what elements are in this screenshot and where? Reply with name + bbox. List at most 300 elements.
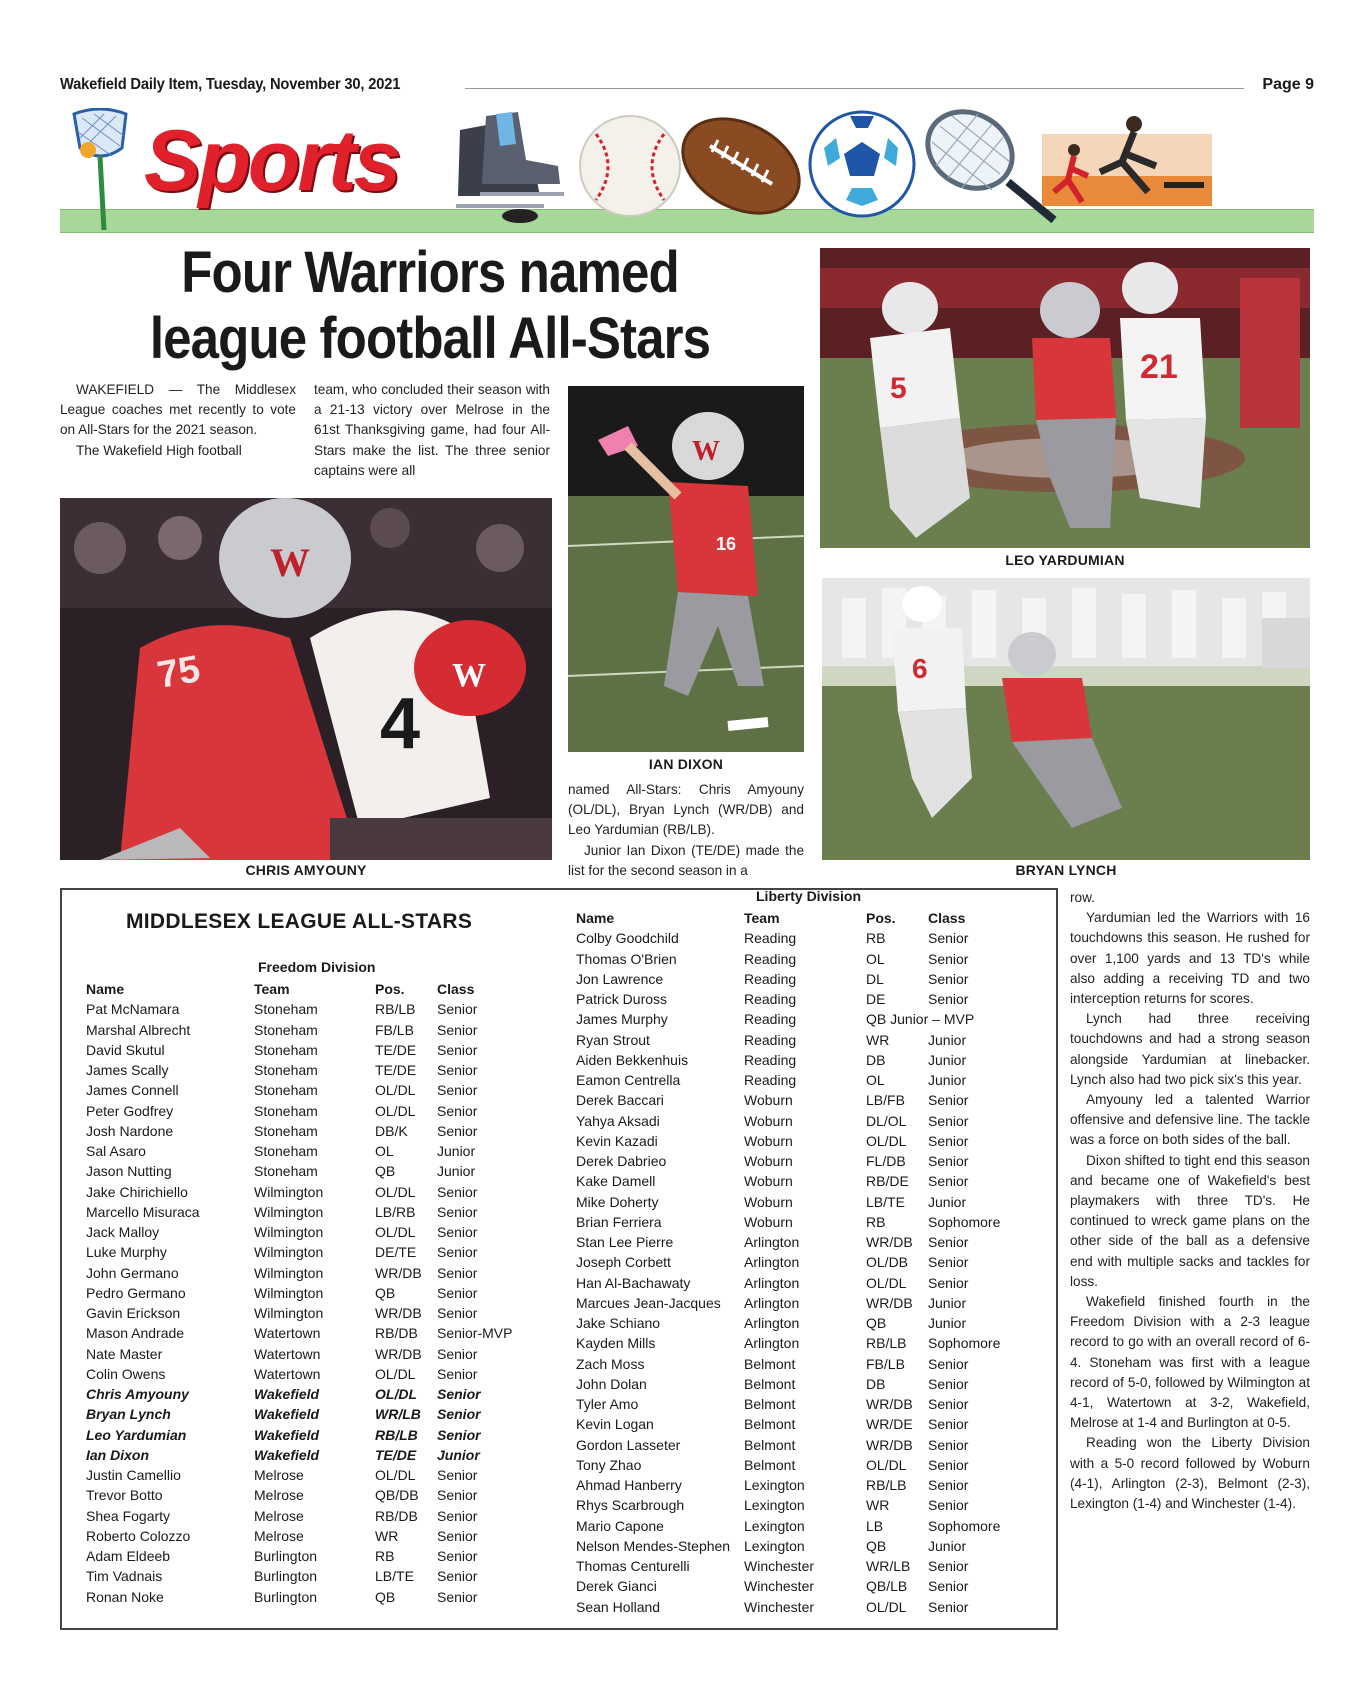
headline-line-2: league football All-Stars bbox=[149, 306, 711, 371]
table-cell: Brian Ferriera bbox=[576, 1213, 662, 1230]
table-cell: Mike Doherty bbox=[576, 1193, 659, 1210]
table-cell: LB/RB bbox=[375, 1203, 416, 1220]
table-cell: Wakefield bbox=[254, 1426, 320, 1443]
table-cell: Stoneham bbox=[254, 1143, 318, 1159]
table-cell: Marcello Misuraca bbox=[86, 1203, 200, 1220]
table-cell: Wilmington bbox=[254, 1305, 324, 1321]
table-cell: Ryan Strout bbox=[576, 1031, 650, 1048]
table-row bbox=[576, 1597, 1038, 1617]
article-column-4 bbox=[1070, 888, 1310, 1514]
table-row bbox=[576, 1192, 1038, 1212]
table-cell: WR/LB bbox=[866, 1558, 911, 1574]
table-row bbox=[576, 1131, 1038, 1151]
soccer-ball-icon bbox=[806, 108, 918, 220]
table-cell: Ronan Noke bbox=[86, 1588, 164, 1605]
table-cell: Stoneham bbox=[254, 1082, 318, 1099]
table-cell: DL bbox=[866, 970, 884, 987]
article-headline bbox=[148, 240, 711, 372]
table-cell: Winchester bbox=[744, 1578, 815, 1595]
table-cell: Reading bbox=[744, 930, 797, 947]
table-cell: Senior bbox=[437, 1548, 478, 1564]
table-cell: Senior bbox=[928, 1456, 969, 1473]
table-cell: Senior bbox=[437, 1487, 478, 1504]
table-cell: Reading bbox=[744, 1011, 797, 1028]
table-cell: Ian Dixon bbox=[86, 1446, 150, 1463]
table-cell: WR/DB bbox=[866, 1294, 913, 1311]
table-cell: QB/DB bbox=[375, 1487, 419, 1504]
table-cell: WR/DB bbox=[375, 1264, 422, 1281]
table-cell: Watertown bbox=[254, 1365, 321, 1382]
table-cell: Melrose bbox=[254, 1507, 304, 1524]
table-cell: Woburn bbox=[744, 1132, 793, 1149]
table-cell: James Murphy bbox=[576, 1011, 668, 1028]
table-cell: Senior bbox=[437, 1568, 478, 1585]
table-cell: OL/DL bbox=[375, 1386, 417, 1402]
page-header bbox=[60, 72, 1314, 100]
table-cell: Jake Schiano bbox=[576, 1315, 661, 1331]
table-cell: FB/LB bbox=[866, 1355, 905, 1372]
table-cell: RB/LB bbox=[375, 1426, 418, 1443]
table-cell: RB bbox=[866, 1213, 886, 1230]
table-cell: Woburn bbox=[744, 1193, 793, 1210]
article-paragraph: The Wakefield High football bbox=[76, 442, 242, 458]
table-cell: Chris Amyouny bbox=[86, 1386, 189, 1402]
table-cell: Jon Lawrence bbox=[576, 970, 664, 987]
table-cell: Gordon Lasseter bbox=[576, 1436, 681, 1453]
photo-ian-dixon bbox=[568, 386, 804, 752]
sports-banner bbox=[60, 106, 1314, 236]
table-cell: WR/LB bbox=[375, 1406, 421, 1423]
table-row bbox=[576, 1475, 1038, 1495]
table-cell: Senior bbox=[928, 1173, 969, 1190]
table-cell: RB bbox=[866, 930, 886, 947]
table-cell: RB/DE bbox=[866, 1173, 909, 1190]
table-row bbox=[576, 1495, 1038, 1515]
table-cell: Arlington bbox=[744, 1274, 800, 1291]
article-paragraph: Junior Ian Dixon (TE/DE) made the list for the second season in a bbox=[568, 842, 804, 878]
table-cell: Junior bbox=[928, 1031, 967, 1048]
table-cell: Senior bbox=[928, 1477, 969, 1493]
freedom-division-title: Freedom Division bbox=[258, 959, 376, 975]
headline-line-1: Four Warriors named bbox=[181, 240, 679, 305]
table-row bbox=[86, 1384, 547, 1404]
table-cell: Senior bbox=[437, 1183, 478, 1200]
table-cell: Jason Nutting bbox=[86, 1163, 172, 1180]
table-cell: Tim Vadnais bbox=[86, 1568, 163, 1585]
table-cell: Kake Damell bbox=[576, 1173, 656, 1190]
table-row bbox=[576, 969, 1038, 989]
svg-text:W: W bbox=[452, 657, 486, 694]
table-cell: QB bbox=[866, 1537, 887, 1554]
table-cell: Senior bbox=[928, 970, 969, 987]
table-row bbox=[86, 1060, 547, 1080]
header-rule bbox=[465, 88, 1244, 89]
table-cell: Josh Nardone bbox=[86, 1122, 174, 1139]
table-cell: Senior bbox=[928, 1153, 969, 1169]
table-row bbox=[576, 1232, 1038, 1252]
article-paragraph: Wakefield finished fourth in the Freedom Division with a 2-3 league record to go with an overall record of 6-4. Stoneham was first with a league record of 5-0, followed by Wilmington at 4-1, Watertown at 3-2, Wakefield, Melrose at 1-4 and Burlington at 0-5. bbox=[1070, 1294, 1310, 1431]
table-cell: QB Junior – MVP bbox=[866, 1011, 975, 1028]
table-cell: Colin Owens bbox=[86, 1365, 166, 1382]
table-cell: RB/LB bbox=[866, 1335, 907, 1352]
table-cell: OL/DL bbox=[866, 1132, 907, 1149]
table-row bbox=[86, 1080, 547, 1100]
table-cell: DE/TE bbox=[375, 1244, 417, 1261]
table-cell: Sophomore bbox=[928, 1335, 1001, 1352]
table-cell: WR/DB bbox=[375, 1345, 422, 1362]
table-cell: OL/DL bbox=[375, 1183, 416, 1200]
table-cell: OL/DL bbox=[375, 1102, 416, 1119]
table-cell: RB bbox=[375, 1548, 395, 1564]
table-cell: Senior bbox=[928, 1598, 969, 1615]
table-cell: Belmont bbox=[744, 1375, 796, 1392]
table-cell: WR/DB bbox=[866, 1436, 913, 1453]
table-cell: Nate Master bbox=[86, 1345, 163, 1362]
table-row bbox=[576, 1252, 1038, 1272]
article-paragraph: Amyouny led a talented Warrior offensive and defensive line. The tackle was a force on both sides of the ball. bbox=[1070, 1092, 1310, 1148]
table-cell: Yahya Aksadi bbox=[576, 1112, 660, 1129]
table-cell: Jake Chirichiello bbox=[86, 1183, 188, 1200]
table-cell: Trevor Botto bbox=[86, 1487, 163, 1504]
section-title: Sports bbox=[144, 113, 399, 209]
table-cell: Watertown bbox=[254, 1325, 321, 1342]
table-cell: Arlington bbox=[744, 1254, 800, 1271]
liberty-division-title: Liberty Division bbox=[756, 888, 862, 904]
svg-text:6: 6 bbox=[912, 653, 928, 684]
table-row bbox=[86, 1526, 547, 1546]
table-cell: Senior bbox=[437, 1041, 478, 1058]
table-cell: Junior bbox=[928, 1315, 967, 1331]
svg-text:16: 16 bbox=[716, 534, 737, 554]
table-cell: OL/DL bbox=[866, 1598, 907, 1615]
table-cell: WR bbox=[866, 1031, 890, 1048]
table-cell: Senior bbox=[437, 1122, 478, 1139]
table-row bbox=[576, 928, 1038, 948]
ice-skates-icon bbox=[440, 110, 570, 226]
track-athletes-icon bbox=[1030, 106, 1216, 218]
table-cell: Melrose bbox=[254, 1487, 304, 1504]
table-cell: Wilmington bbox=[254, 1284, 324, 1301]
column-header: Team bbox=[254, 981, 290, 997]
svg-text:W: W bbox=[270, 540, 310, 585]
article-paragraph: team, who concluded their season with a 21-13 victory over Melrose in the 61st Thanksgiving game, had four All-Stars make the list. The three senior captains were all bbox=[314, 382, 550, 478]
table-row bbox=[86, 1222, 547, 1242]
table-row bbox=[86, 1566, 547, 1586]
table-cell: Junior bbox=[928, 1294, 967, 1311]
table-cell: DL/OL bbox=[866, 1112, 907, 1129]
table-cell: Junior bbox=[928, 1193, 967, 1210]
table-cell: John Germano bbox=[86, 1264, 179, 1281]
table-cell: FL/DB bbox=[866, 1153, 906, 1169]
table-cell: Senior bbox=[928, 1436, 969, 1453]
table-cell: DB/K bbox=[375, 1122, 408, 1139]
table-cell: WR bbox=[375, 1527, 399, 1544]
table-cell: OL/DL bbox=[866, 1456, 907, 1473]
table-row bbox=[86, 1121, 547, 1141]
table-cell: QB/LB bbox=[866, 1578, 908, 1595]
photo-chris-amyouny bbox=[60, 498, 552, 860]
table-cell: Colby Goodchild bbox=[576, 930, 679, 947]
photo-caption-dixon: IAN DIXON bbox=[648, 756, 724, 772]
table-cell: Peter Godfrey bbox=[86, 1102, 174, 1119]
table-row bbox=[576, 1435, 1038, 1455]
table-cell: Marshal Albrecht bbox=[86, 1021, 191, 1038]
table-cell: Woburn bbox=[744, 1112, 793, 1129]
roster-header-row bbox=[86, 979, 547, 999]
table-row bbox=[86, 1161, 547, 1181]
freedom-roster bbox=[86, 979, 547, 1607]
table-cell: Wilmington bbox=[254, 1244, 324, 1261]
table-row bbox=[576, 1171, 1038, 1191]
table-cell: WR/DE bbox=[866, 1416, 913, 1433]
table-cell: Stoneham bbox=[254, 1122, 318, 1139]
column-header: Pos. bbox=[866, 910, 896, 926]
table-cell: Winchester bbox=[744, 1558, 815, 1574]
table-cell: Senior bbox=[437, 1264, 478, 1281]
table-cell: Senior bbox=[928, 1132, 969, 1149]
table-cell: Senior bbox=[437, 1467, 478, 1483]
column-header: Name bbox=[576, 910, 615, 926]
table-cell: Kayden Mills bbox=[576, 1335, 656, 1352]
article-column-3 bbox=[568, 780, 804, 881]
article-paragraph: Dixon shifted to tight end this season and became one of Wakefield's best playmakers with three TD's. He continued to wreck game plans on the other side of the ball as a defensive end with multiple sacks and tackles for loss. bbox=[1070, 1152, 1310, 1289]
table-cell: Arlington bbox=[744, 1315, 800, 1331]
table-cell: Melrose bbox=[254, 1467, 304, 1483]
lacrosse-stick-icon bbox=[64, 108, 136, 232]
publication-dateline: Wakefield Daily Item, Tuesday, November 30, 2021 bbox=[60, 76, 401, 93]
table-cell: Senior bbox=[928, 930, 969, 947]
table-cell: Senior bbox=[928, 1092, 969, 1109]
table-cell bbox=[928, 1009, 1038, 1029]
table-cell: Watertown bbox=[254, 1345, 321, 1362]
article-paragraph: Yardumian led the Warriors with 16 touchdowns this season. He rushed for over 1,100 yards and 13 TD's while also adding a receiving TD and two interception returns for scores. bbox=[1070, 910, 1310, 1007]
table-cell: Jack Malloy bbox=[86, 1224, 160, 1240]
table-cell: Junior bbox=[437, 1163, 476, 1180]
table-cell: Junior bbox=[928, 1051, 967, 1068]
table-cell: Arlington bbox=[744, 1335, 800, 1352]
table-row bbox=[576, 1536, 1038, 1556]
table-cell: Senior bbox=[437, 1021, 478, 1038]
table-cell: QB bbox=[375, 1588, 396, 1605]
column-header: Name bbox=[86, 981, 125, 997]
table-cell: James Connell bbox=[86, 1082, 179, 1099]
table-cell: Senior bbox=[928, 1254, 969, 1271]
table-cell: Belmont bbox=[744, 1436, 796, 1453]
table-cell: Joseph Corbett bbox=[576, 1254, 671, 1271]
table-row bbox=[86, 1101, 547, 1121]
table-cell: Reading bbox=[744, 970, 797, 987]
table-cell: Justin Camellio bbox=[86, 1467, 181, 1483]
table-cell: Roberto Colozzo bbox=[86, 1527, 191, 1544]
table-row bbox=[576, 1111, 1038, 1131]
table-cell: Derek Dabrieo bbox=[576, 1153, 667, 1169]
table-cell: Senior bbox=[928, 1375, 969, 1392]
table-cell: Arlington bbox=[744, 1294, 800, 1311]
table-cell: Marcues Jean-Jacques bbox=[576, 1294, 721, 1311]
table-cell: Reading bbox=[744, 1051, 797, 1068]
table-row bbox=[86, 1546, 547, 1566]
table-cell: Burlington bbox=[254, 1588, 318, 1605]
table-cell: RB/DB bbox=[375, 1325, 418, 1342]
table-cell: WR/DB bbox=[866, 1234, 913, 1250]
table-cell: Senior bbox=[928, 1497, 969, 1514]
table-cell: Wakefield bbox=[254, 1386, 320, 1402]
table-cell: Winchester bbox=[744, 1598, 815, 1615]
table-cell: Lexington bbox=[744, 1477, 805, 1493]
table-cell: Junior bbox=[928, 1537, 967, 1554]
svg-text:21: 21 bbox=[1140, 348, 1178, 386]
table-cell: Arlington bbox=[744, 1234, 800, 1250]
photo-caption-yardumian: LEO YARDUMIAN bbox=[1005, 552, 1125, 568]
table-cell: Senior bbox=[437, 1062, 478, 1078]
table-cell: Stoneham bbox=[254, 1102, 318, 1119]
table-cell: Senior bbox=[928, 1112, 969, 1129]
article-paragraph: named All-Stars: Chris Amyouny (OL/DL), Bryan Lynch (WR/DB) and Leo Yardumian (RB/LB). bbox=[568, 782, 804, 838]
table-cell: Wilmington bbox=[254, 1224, 324, 1240]
table-cell: LB/FB bbox=[866, 1092, 905, 1109]
table-cell: David Skutul bbox=[86, 1041, 165, 1058]
table-cell: OL bbox=[375, 1143, 394, 1159]
table-row bbox=[86, 1404, 547, 1424]
table-cell: QB bbox=[375, 1163, 396, 1180]
table-cell: Senior bbox=[437, 1426, 481, 1443]
table-cell: Senior bbox=[437, 1082, 478, 1099]
table-row bbox=[576, 1374, 1038, 1394]
table-row bbox=[576, 1556, 1038, 1576]
table-cell: Reading bbox=[744, 1031, 797, 1048]
table-cell: Stan Lee Pierre bbox=[576, 1234, 674, 1250]
table-row bbox=[576, 1212, 1038, 1232]
table-row bbox=[86, 1263, 547, 1283]
table-row bbox=[86, 1242, 547, 1262]
photo-caption-lynch: BRYAN LYNCH bbox=[1015, 862, 1117, 878]
table-cell: Senior bbox=[928, 1558, 969, 1574]
allstars-box bbox=[60, 888, 1058, 1630]
table-cell: Woburn bbox=[744, 1213, 793, 1230]
table-cell: OL/DL bbox=[866, 1274, 907, 1291]
table-row bbox=[576, 1576, 1038, 1596]
table-cell: Reading bbox=[744, 991, 797, 1007]
table-row bbox=[576, 1333, 1038, 1353]
table-row bbox=[576, 949, 1038, 969]
table-cell: Senior bbox=[437, 1284, 478, 1301]
table-cell: DE bbox=[866, 991, 886, 1007]
table-cell: Senior bbox=[928, 950, 969, 967]
table-row bbox=[576, 1050, 1038, 1070]
table-cell: Senior bbox=[928, 1416, 969, 1433]
table-cell: Senior bbox=[437, 1244, 478, 1261]
table-cell: Lexington bbox=[744, 1537, 805, 1554]
article-column-2 bbox=[314, 380, 550, 481]
table-cell: Sean Holland bbox=[576, 1598, 661, 1615]
column-header: Class bbox=[437, 981, 475, 997]
table-cell: QB bbox=[375, 1284, 396, 1301]
table-cell: Senior bbox=[437, 1406, 481, 1423]
table-cell: Senior bbox=[928, 1578, 969, 1595]
table-row bbox=[86, 1425, 547, 1445]
table-row bbox=[86, 1465, 547, 1485]
table-cell: Senior bbox=[437, 1365, 478, 1382]
table-cell: OL/DL bbox=[375, 1365, 416, 1382]
table-cell: Belmont bbox=[744, 1416, 796, 1433]
svg-text:75: 75 bbox=[154, 648, 204, 697]
table-cell: Belmont bbox=[744, 1396, 796, 1412]
table-cell: Senior bbox=[928, 1234, 969, 1250]
table-cell: Bryan Lynch bbox=[86, 1406, 171, 1423]
table-cell: Senior bbox=[437, 1102, 478, 1119]
column-header: Pos. bbox=[375, 981, 405, 997]
table-cell: Belmont bbox=[744, 1456, 796, 1473]
table-row bbox=[576, 1070, 1038, 1090]
svg-text:W: W bbox=[692, 436, 720, 467]
table-cell: OL/DB bbox=[866, 1254, 909, 1271]
table-cell: Junior bbox=[437, 1143, 476, 1159]
table-cell: Reading bbox=[744, 1072, 797, 1088]
table-cell: LB bbox=[866, 1517, 884, 1534]
table-cell: DB bbox=[866, 1051, 886, 1068]
table-cell: OL/DL bbox=[375, 1224, 416, 1240]
allstars-title: MIDDLESEX LEAGUE ALL-STARS bbox=[126, 910, 473, 933]
table-cell: FB/LB bbox=[375, 1021, 414, 1038]
table-cell: Burlington bbox=[254, 1548, 318, 1564]
table-row bbox=[86, 999, 547, 1019]
table-cell: Leo Yardumian bbox=[86, 1426, 187, 1443]
photo-caption-amyouny: CHRIS AMYOUNY bbox=[245, 862, 367, 878]
photo-bryan-lynch bbox=[822, 578, 1310, 860]
table-cell: Sal Asaro bbox=[86, 1143, 146, 1159]
baseball-icon bbox=[576, 112, 684, 220]
table-cell: Gavin Erickson bbox=[86, 1305, 181, 1321]
table-cell: Tony Zhao bbox=[576, 1456, 642, 1473]
svg-text:5: 5 bbox=[890, 372, 907, 405]
table-cell: Belmont bbox=[744, 1355, 796, 1372]
table-row bbox=[576, 1455, 1038, 1475]
table-cell: Derek Gianci bbox=[576, 1578, 657, 1595]
table-row bbox=[86, 1323, 547, 1343]
table-row bbox=[576, 1030, 1038, 1050]
table-cell: RB/LB bbox=[375, 1001, 416, 1018]
article-paragraph: Reading won the Liberty Division with a 5-0 record followed by Woburn (4-1), Arlington (2-3), Belmont (2-3), Lexington (1-4) and Winchester (1-4). bbox=[1070, 1435, 1310, 1512]
table-cell: Derek Baccari bbox=[576, 1092, 664, 1109]
table-cell: TE/DE bbox=[375, 1062, 417, 1078]
table-cell: Burlington bbox=[254, 1568, 318, 1585]
table-cell: Mason Andrade bbox=[86, 1325, 185, 1342]
table-cell: Senior bbox=[437, 1386, 481, 1402]
table-cell: Senior bbox=[437, 1345, 478, 1362]
table-cell: Junior bbox=[928, 1072, 967, 1088]
table-cell: TE/DE bbox=[375, 1446, 417, 1463]
table-cell: Wilmington bbox=[254, 1203, 324, 1220]
liberty-roster bbox=[576, 908, 1038, 1617]
table-cell: QB bbox=[866, 1315, 887, 1331]
table-cell: Senior bbox=[928, 991, 969, 1007]
table-cell: Stoneham bbox=[254, 1062, 318, 1078]
table-row bbox=[86, 1485, 547, 1505]
table-cell: Lexington bbox=[744, 1497, 805, 1514]
table-row bbox=[86, 1283, 547, 1303]
table-cell: Woburn bbox=[744, 1092, 793, 1109]
table-row bbox=[86, 1182, 547, 1202]
table-cell: Senior bbox=[437, 1224, 478, 1240]
table-cell: Pat McNamara bbox=[86, 1001, 180, 1018]
table-cell: Kevin Logan bbox=[576, 1416, 654, 1433]
table-cell: OL/DL bbox=[375, 1082, 416, 1099]
table-cell: LB/TE bbox=[866, 1193, 905, 1210]
table-cell: Senior bbox=[437, 1527, 478, 1544]
table-cell: WR/DB bbox=[375, 1305, 422, 1321]
table-cell: TE/DE bbox=[375, 1041, 417, 1058]
table-cell: Woburn bbox=[744, 1173, 793, 1190]
